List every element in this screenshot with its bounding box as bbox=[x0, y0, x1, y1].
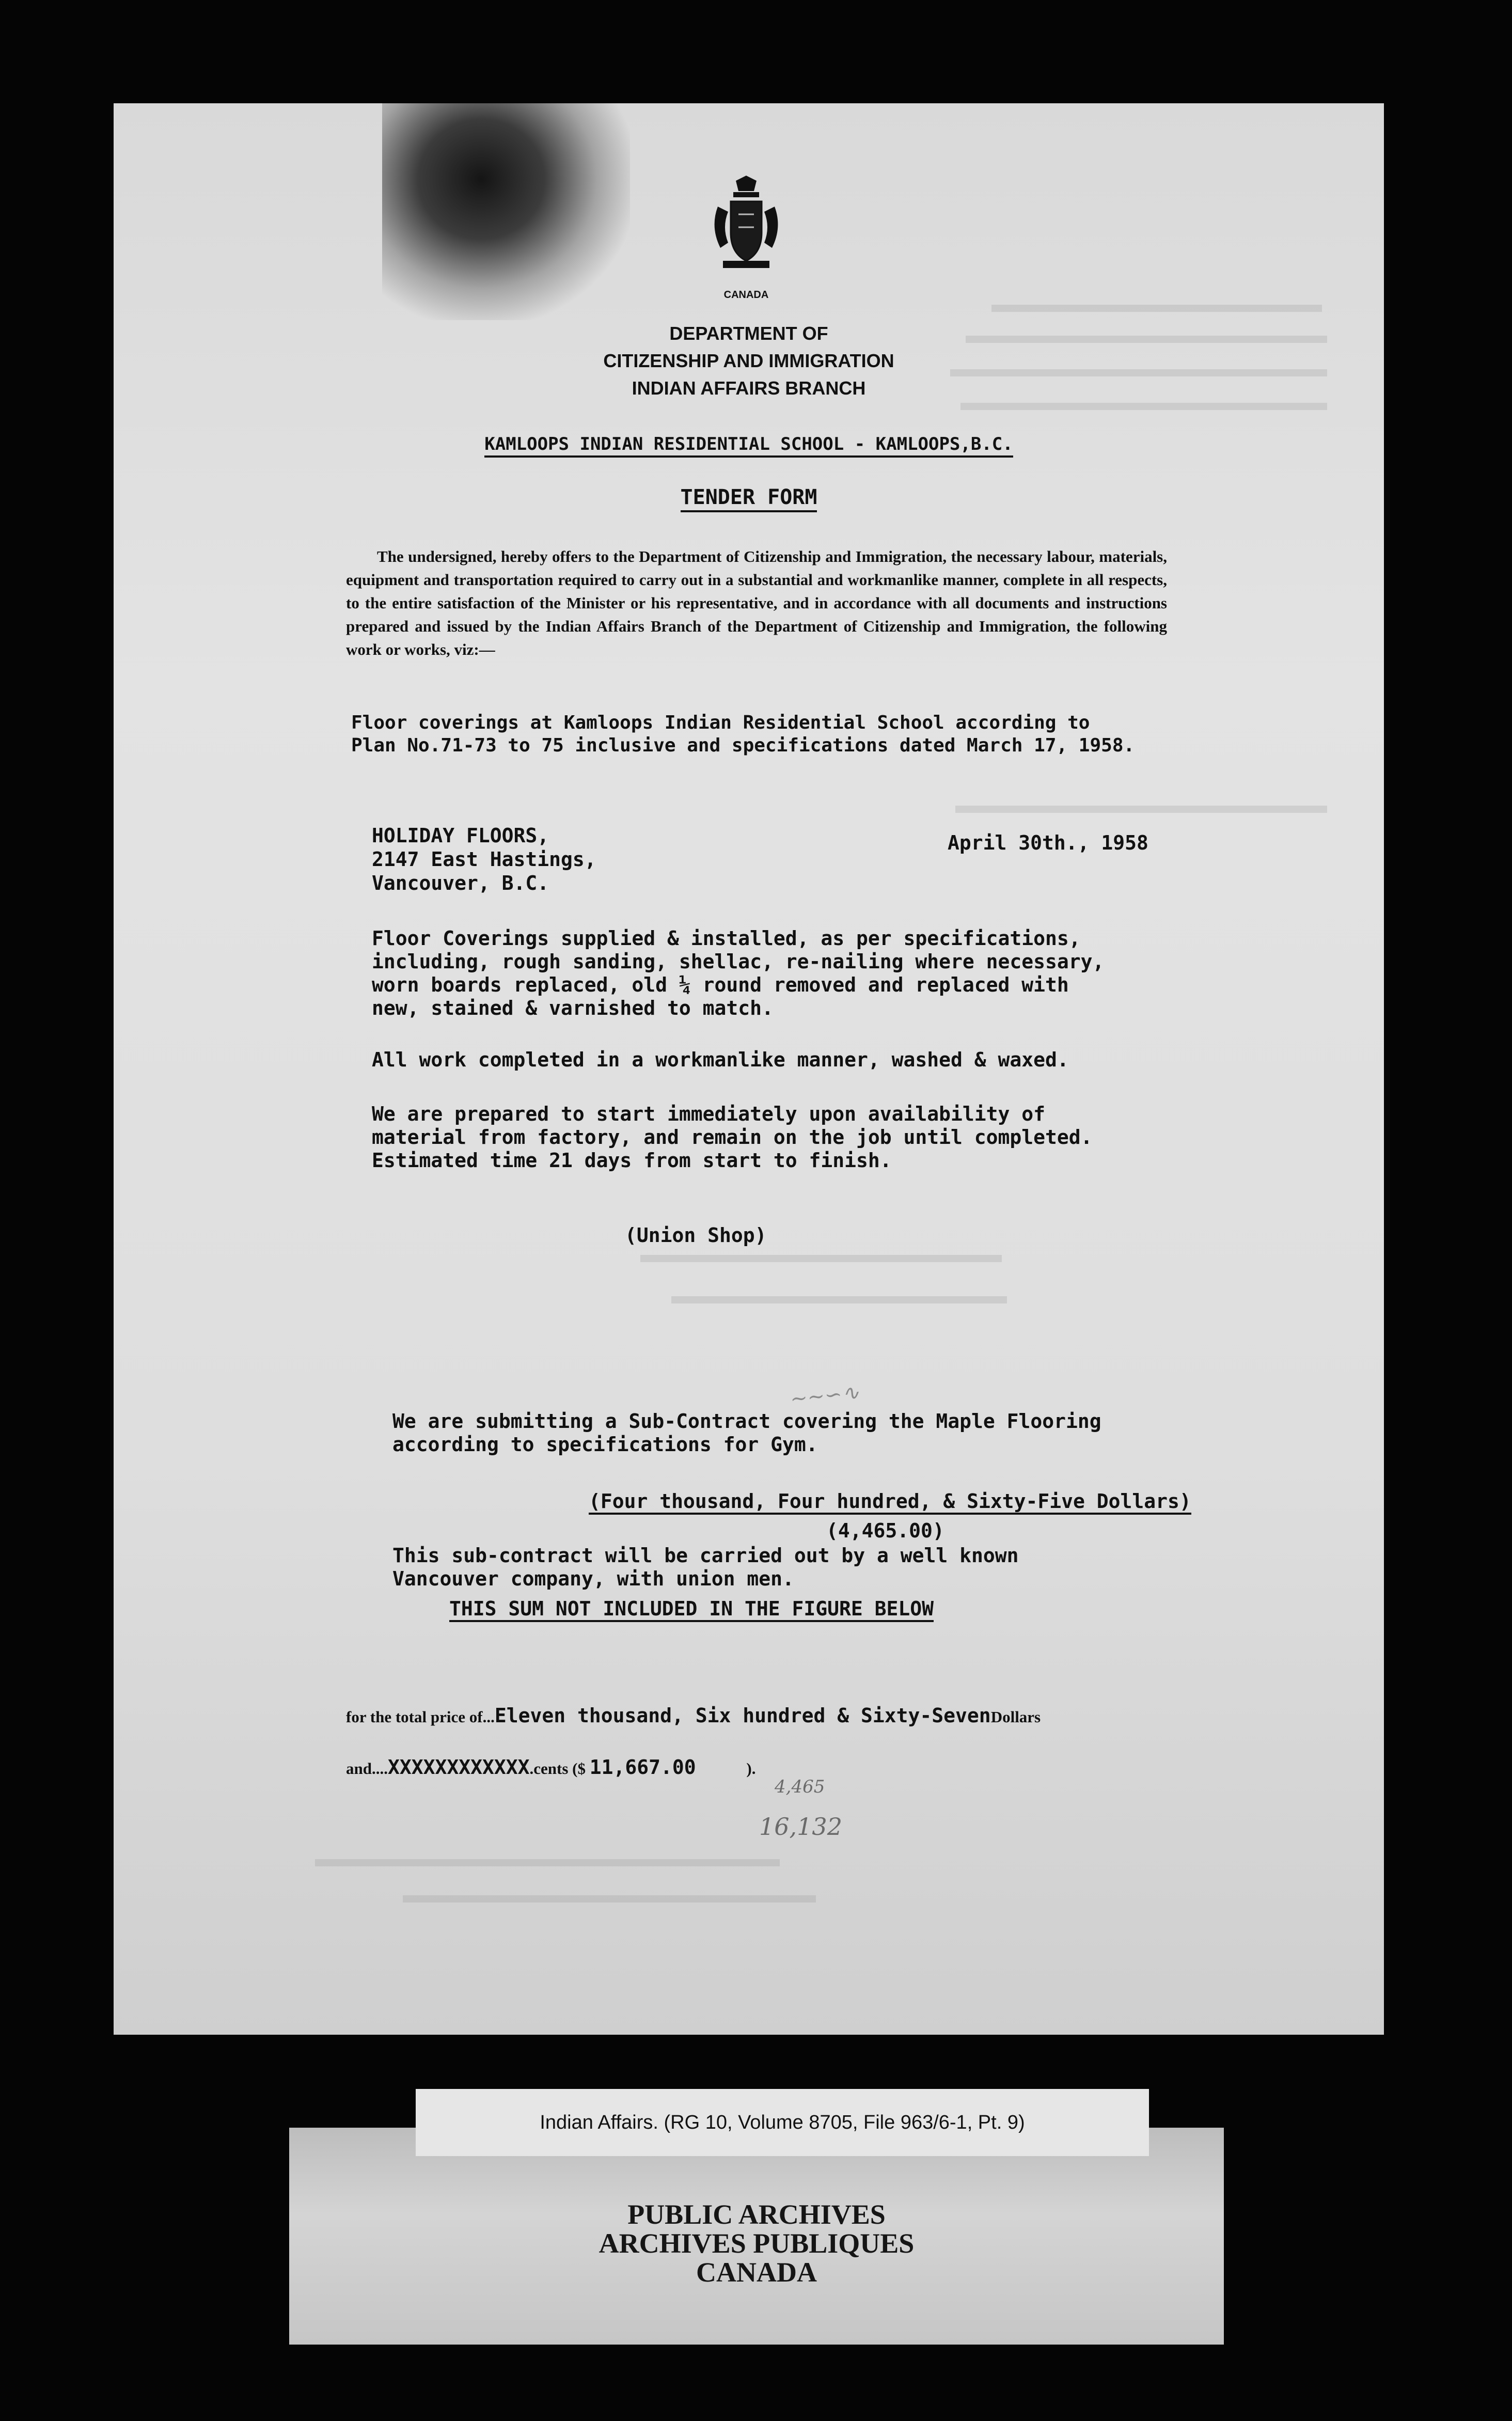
branch-heading: INDIAN AFFAIRS BRANCH bbox=[632, 378, 866, 399]
cents-line: and....XXXXXXXXXXXX.cents ($ 11,667.00 ). bbox=[346, 1756, 756, 1779]
subcontract-amount-words-text: (Four thousand, Four hundred, & Sixty-Five Dollars) bbox=[589, 1490, 1191, 1515]
bleed-through bbox=[403, 1895, 816, 1903]
exclusion-note bbox=[449, 1597, 1224, 1620]
total-price-words: Eleven thousand, Six hundred & Sixty-Seven bbox=[494, 1704, 991, 1727]
finish-paragraph: All work completed in a workmanlike manner, washed & waxed. bbox=[372, 1048, 1069, 1071]
form-title bbox=[114, 485, 1384, 509]
school-title-text: KAMLOOPS INDIAN RESIDENTIAL SCHOOL - KAMLOOPS,B.C. bbox=[484, 434, 1013, 458]
bleed-through bbox=[960, 403, 1327, 410]
form-title-text: TENDER FORM bbox=[681, 485, 817, 512]
work-description: Floor coverings at Kamloops Indian Residential School according to Plan No.71-73 to 75 inclusive and specifications dated March 17, 1958. bbox=[351, 712, 1135, 756]
bleed-through bbox=[991, 305, 1322, 312]
coat-of-arms-icon bbox=[707, 176, 785, 274]
bid-date: April 30th., 1958 bbox=[948, 831, 1148, 854]
total-price-prefix: for the total price of bbox=[346, 1708, 483, 1726]
scorch-mark bbox=[382, 103, 630, 320]
bleed-through bbox=[315, 1859, 780, 1866]
bidder-address: HOLIDAY FLOORS, 2147 East Hastings, Vancouver, B.C. bbox=[372, 824, 596, 894]
total-price-line: for the total price of...Eleven thousand, Six hundred & Sixty-SevenDollars bbox=[346, 1704, 1041, 1727]
total-amount: 11,667.00 bbox=[589, 1756, 696, 1779]
archive-stamp-line: PUBLIC ARCHIVES bbox=[627, 2199, 886, 2230]
bleed-through bbox=[955, 806, 1327, 813]
intro-paragraph: The undersigned, hereby offers to the Department of Citizenship and Immigration, the necessary labour, materials, equipment and transportation required to carry out in a substantial and workmanlike manner, complete in all respects, to the entire satisfaction of the Minister or his representative, and in accordance with all documents and instructions prepared and issued by the Indian Affairs Branch of the Department of Citizenship and Immigration, the following work or works, viz:— bbox=[346, 547, 1167, 658]
bleed-through bbox=[640, 1255, 1002, 1262]
archive-stamp-line: CANADA bbox=[696, 2257, 817, 2288]
subcontract-amount-number: (4,465.00) bbox=[826, 1519, 944, 1542]
school-title bbox=[114, 434, 1384, 454]
schedule-paragraph: We are prepared to start immediately upon availability of material from factory, and remain on the job until completed. Estimated time 21 days from start to finish. bbox=[372, 1103, 1093, 1172]
archive-stamp-card bbox=[289, 2128, 1224, 2345]
handwritten-total: 16,132 bbox=[759, 1813, 842, 1841]
archive-reference-label: Indian Affairs. (RG 10, Volume 8705, File 963/6-1, Pt. 9) bbox=[416, 2089, 1149, 2156]
subcontract-paragraph: We are submitting a Sub-Contract covering the Maple Flooring according to specifications for Gym. bbox=[392, 1410, 1101, 1456]
total-price-suffix: Dollars bbox=[990, 1708, 1041, 1726]
department-heading: DEPARTMENT OF bbox=[669, 323, 828, 344]
union-note: (Union Shop) bbox=[625, 1224, 767, 1247]
bleed-through bbox=[671, 1296, 1007, 1303]
cents-label: .cents ($ bbox=[529, 1759, 586, 1778]
faint-signature: ~∼∽∿ bbox=[789, 1380, 861, 1411]
exclusion-note-text: THIS SUM NOT INCLUDED IN THE FIGURE BELOW bbox=[449, 1597, 934, 1622]
subcontract-amount-words bbox=[589, 1490, 1363, 1513]
handwritten-subtotal: 4,465 bbox=[775, 1777, 825, 1797]
subcontract-detail: This sub-contract will be carried out by a well known Vancouver company, with union men. bbox=[392, 1544, 1019, 1590]
amount-close: ). bbox=[746, 1759, 756, 1778]
scope-paragraph: Floor Coverings supplied & installed, as per specifications, including, rough sanding, shellac, re-nailing where necessary, worn boards replaced, old ¼ round removed and replaced with new, stained & varnished to match. bbox=[372, 927, 1105, 1019]
and-label: and bbox=[346, 1759, 372, 1778]
department-subheading: CITIZENSHIP AND IMMIGRATION bbox=[603, 350, 894, 371]
crest-caption: CANADA bbox=[723, 289, 769, 301]
document-page bbox=[114, 103, 1384, 2035]
cents-fill: XXXXXXXXXXXX bbox=[387, 1756, 530, 1779]
archive-stamp-line: ARCHIVES PUBLIQUES bbox=[598, 2228, 915, 2259]
